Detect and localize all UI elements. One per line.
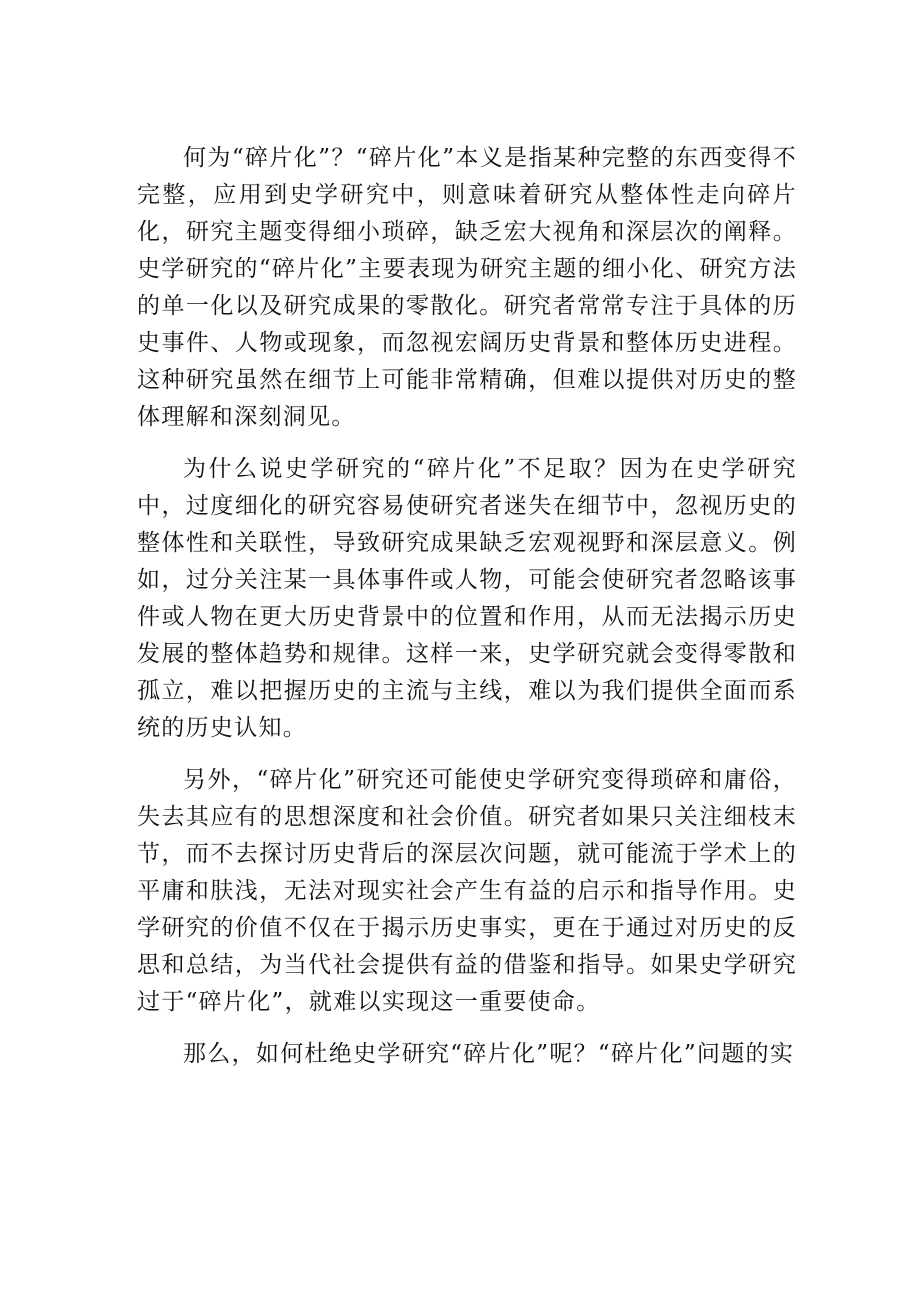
- document-body: [137, 140, 797, 1073]
- paragraph-reasons: 为什么说史学研究的“碎片化”不足取？因为在史学研究中，过度细化的研究容易使研究者迷失在细节中，忽视历史的整体性和关联性，导致研究成果缺乏宏观视野和深层意义。例如，过分关注某一具体事件或人物，可能会使研究者忽略该事件或人物在更大历史背景中的位置和作用，从而无法揭示历史发展的整体趋势和规律。这样一来，史学研究就会变得零散和孤立，难以把握历史的主流与主线，难以为我们提供全面而系统的历史认知。: [137, 456, 797, 741]
- paragraph-definition: 何为“碎片化”？“碎片化”本义是指某种完整的东西变得不完整，应用到史学研究中，则意味着研究从整体性走向碎片化，研究主题变得细小琐碎，缺乏宏大视角和深层次的阐释。史学研究的“碎片化”主要表现为研究主题的细小化、研究方法的单一化以及研究成果的零散化。研究者常常专注于具体的历史事件、人物或现象，而忽视宏阔历史背景和整体历史进程。这种研究虽然在细节上可能非常精确，但难以提供对历史的整体理解和深刻洞见。: [137, 145, 797, 430]
- paragraph-solutions: 那么，如何杜绝史学研究“碎片化”呢？“碎片化”问题的实: [183, 1041, 795, 1067]
- paragraph-consequences: 另外，“碎片化”研究还可能使史学研究变得琐碎和庸俗，失去其应有的思想深度和社会价值。研究者如果只关注细枝末节，而不去探讨历史背后的深层次问题，就可能流于学术上的平庸和肤浅，无法对现实社会产生有益的启示和指导作用。史学研究的价值不仅在于揭示历史事实，更在于通过对历史的反思和总结，为当代社会提供有益的借鉴和指导。如果史学研究过于“碎片化”，就难以实现这一重要使命。: [137, 767, 797, 1015]
